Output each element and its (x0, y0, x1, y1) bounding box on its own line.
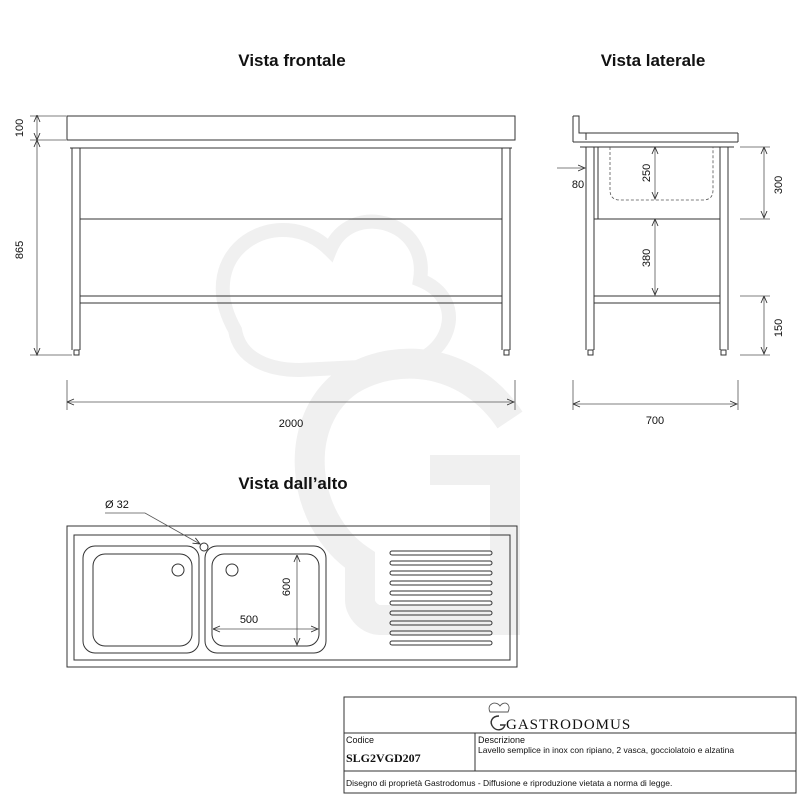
dim-under-basin: 380 (641, 248, 653, 268)
dim-top-basin-width: 500 (239, 614, 259, 626)
description-label: Descrizione (478, 735, 526, 745)
dim-upstand: 80 (571, 179, 585, 191)
dim-front-width: 2000 (278, 418, 304, 430)
front-height-dimensions (14, 116, 72, 355)
title-block (344, 697, 796, 793)
ownership-footer: Disegno di proprietà Gastrodomus - Diffusione e riproduzione vietata a norma di legge. (346, 778, 673, 788)
side-view-title: Vista laterale (600, 51, 706, 70)
top-view-title: Vista dall’alto (238, 474, 348, 493)
dim-front-top: 100 (14, 118, 26, 138)
drainer-grooves (390, 551, 492, 645)
dim-basin-height: 300 (773, 175, 785, 195)
code-label: Codice (346, 735, 375, 745)
code-value: SLG2VGD207 (346, 751, 421, 765)
side-dimensions (557, 147, 785, 427)
dim-hole-diameter: Ø 32 (105, 499, 129, 511)
dim-front-height: 865 (14, 240, 26, 260)
dim-side-depth: 700 (645, 415, 665, 427)
watermark-logo (223, 222, 510, 620)
description-value: Lavello semplice in inox con ripiano, 2 vasca, gocciolatoio e alzatina (478, 745, 735, 755)
front-view-title: Vista frontale (238, 51, 346, 70)
front-width-dimension (67, 380, 515, 430)
side-view (573, 116, 738, 355)
dim-top-basin-height: 600 (281, 577, 293, 597)
dim-shelf-height: 150 (773, 318, 785, 338)
dim-basin-depth: 250 (641, 163, 653, 183)
brand-name: Gastrodomus (506, 717, 632, 733)
